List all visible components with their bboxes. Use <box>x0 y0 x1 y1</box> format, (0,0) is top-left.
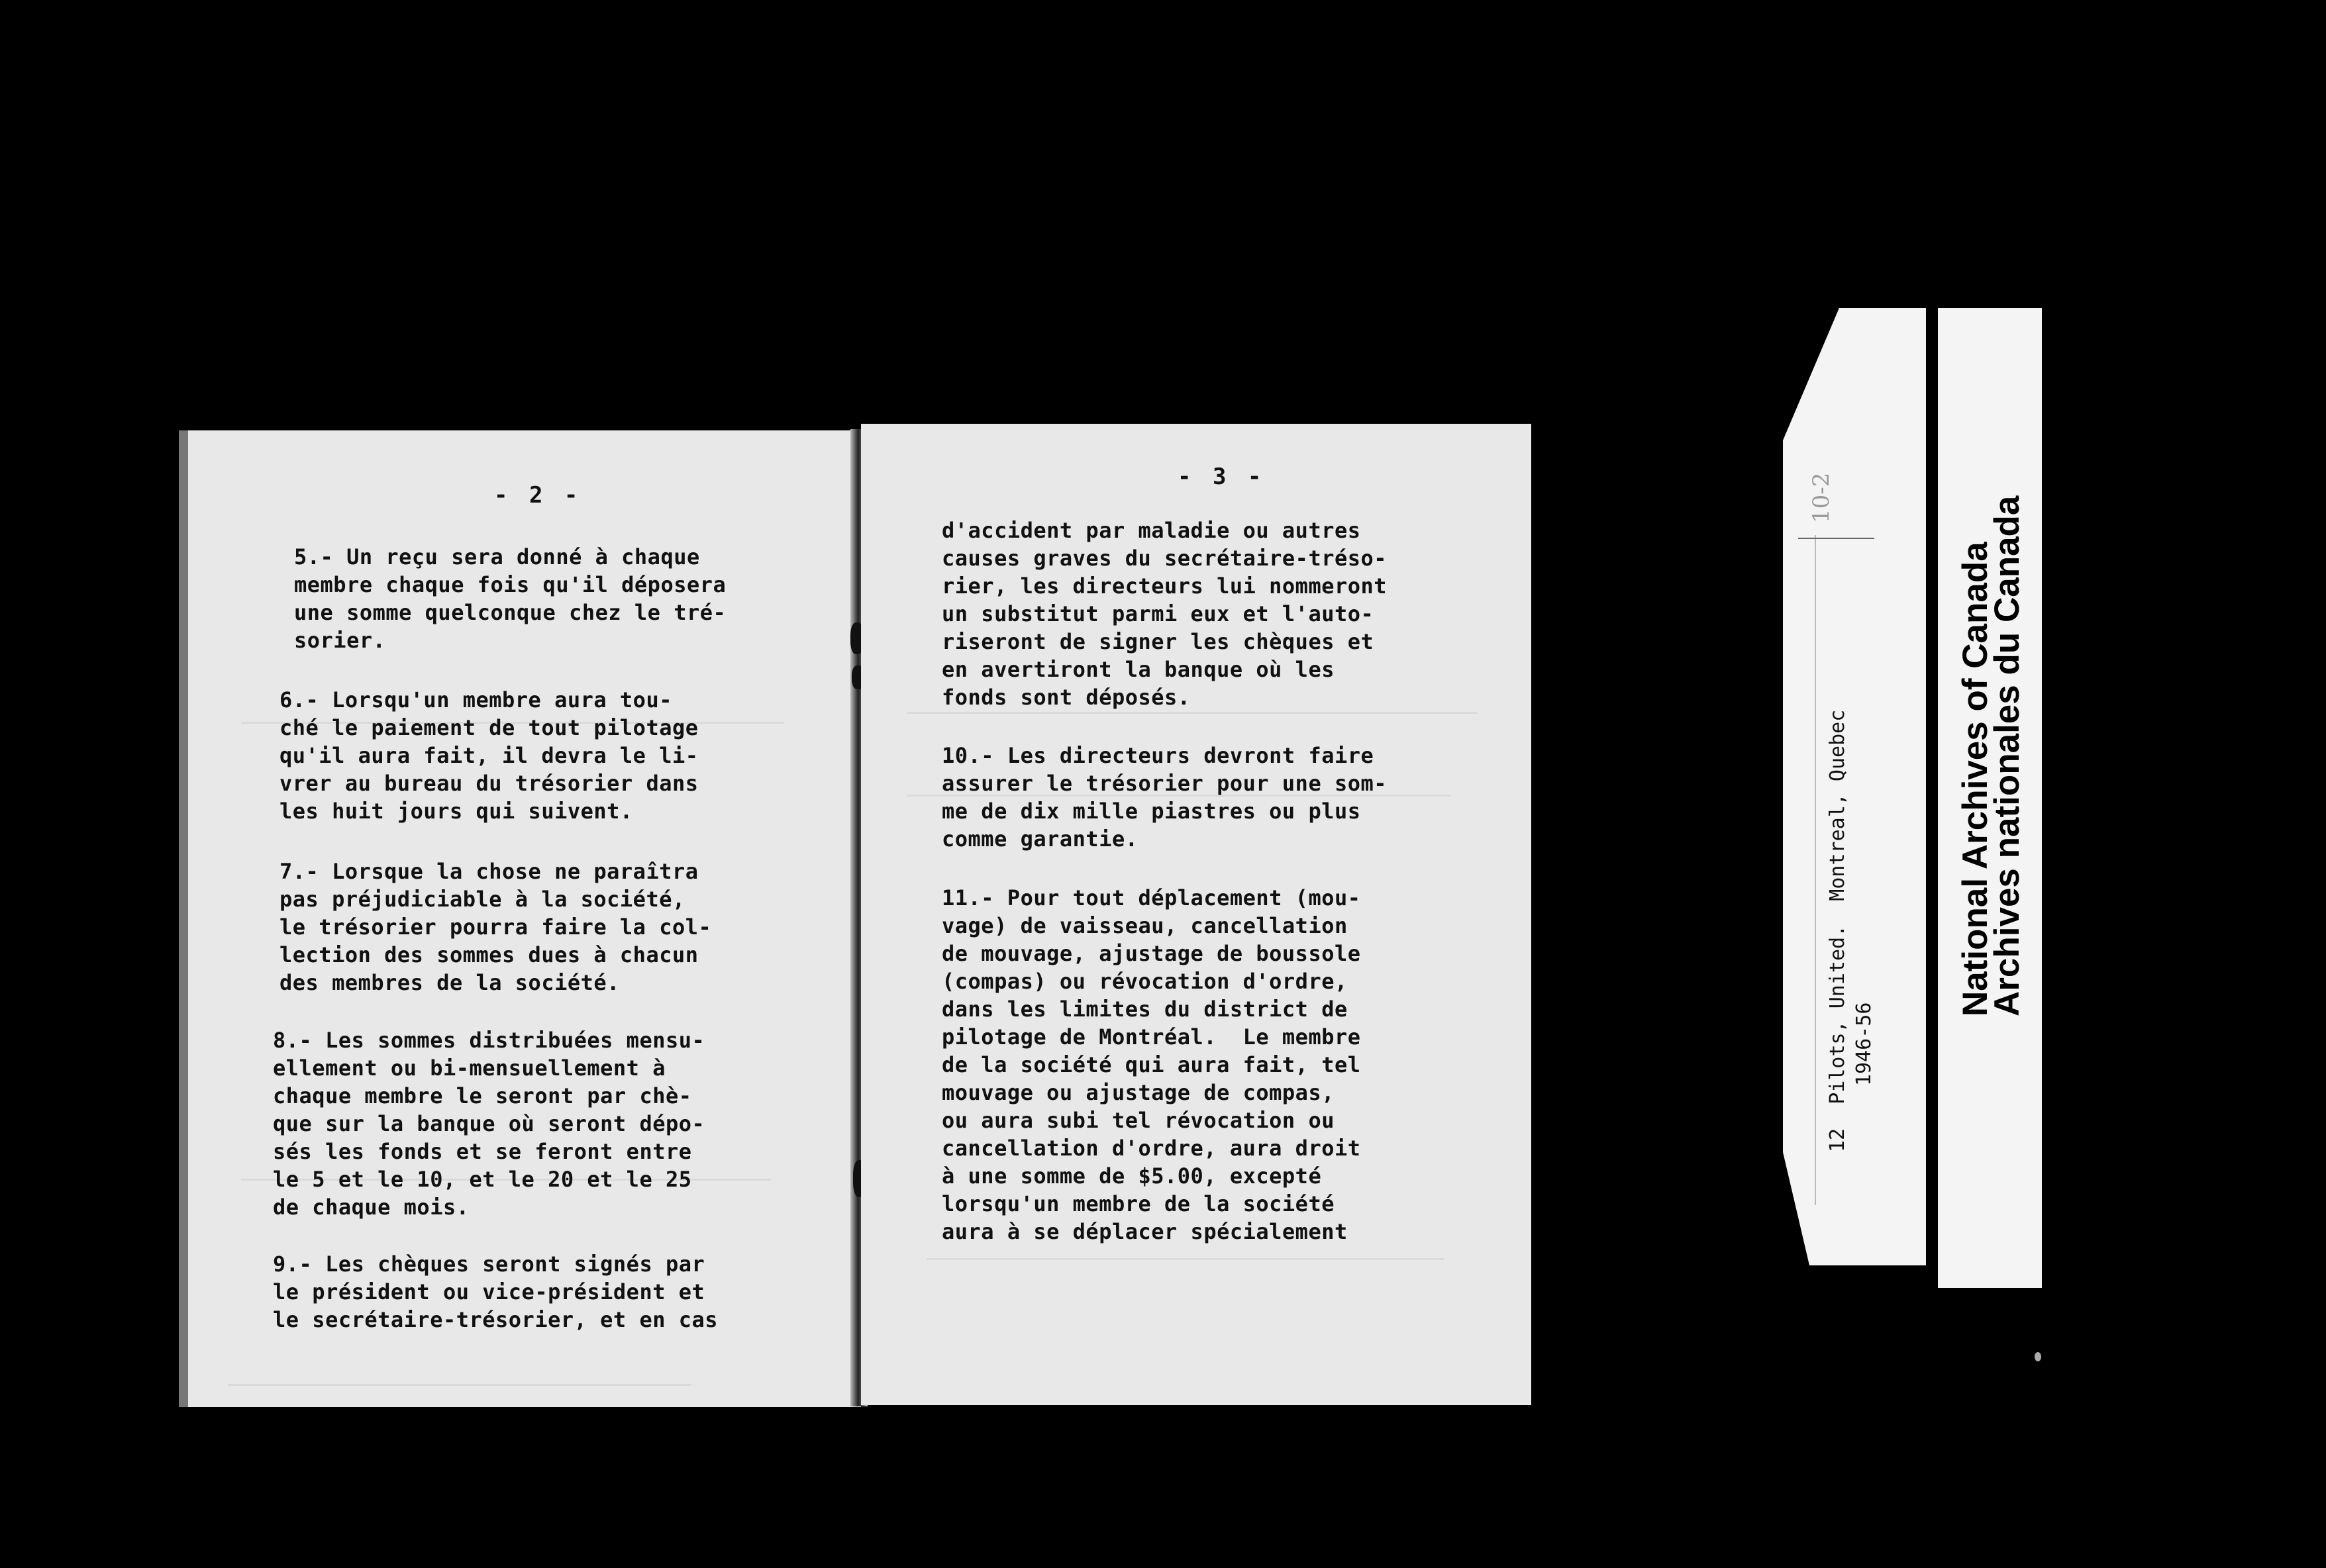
page-number: - 2 - <box>494 482 582 509</box>
paragraph-5: 5.- Un reçu sera donné à chaque membre chaque fois qu'il déposera une somme quelconque chez le tré- sorier. <box>294 544 727 653</box>
file-tab-years: 1946-56 <box>1852 1002 1876 1086</box>
paragraph-11: 11.- Pour tout déplacement (mou- vage) de vaisseau, cancellation de mouvage, ajustage de boussole (compas) ou révocation d'ordre, dans les limites du district de pilotage de Montréal. Le membre de la société qui aura fait, tel mouvage ou ajustage de compas, ou aura subi tel révocation ou cancellation d'ordre, aura droit à une somme de $5.00, excepté lorsqu'un membre de la société aura à se déplacer spécialement <box>942 885 1361 1244</box>
handwritten-note: 10-2 <box>1808 472 1835 523</box>
paragraph-7: 7.- Lorsque la chose ne paraîtra pas préjudiciable à la société, le trésorier pourra faire la col- lection des sommes dues à chacun des membres de la société. <box>279 859 712 995</box>
archive-name-en: National Archives of Canada <box>1956 542 1995 1016</box>
paragraph-9: 9.- Les chèques seront signés par le président ou vice-président et le secrétaire-trésorier, et en cas <box>273 1251 719 1332</box>
paragraph-8: 8.- Les sommes distribuées mensu- ellement ou bi-mensuellement à chaque membre le seront par chè- que sur la banque où seront dépo- sés les fonds et se feront entre le 5 et le 10, et le 20 et le 25 de chaque mois. <box>273 1028 705 1220</box>
tab-rule <box>1815 535 1823 1205</box>
right-page <box>861 424 1531 1405</box>
paragraph-6: 6.- Lorsqu'un membre aura tou- ché le paiement de tout pilotage qu'il aura fait, il devra le li- vrer au bureau du trésorier dans les huit jours qui suivent. <box>279 687 699 824</box>
tab-rule <box>1798 538 1874 539</box>
file-tab-title: 12 Pilots, United. Montreal, Quebec <box>1826 709 1849 1152</box>
archive-name-fr: Archives nationales du Canada <box>1988 495 2027 1016</box>
paragraph-10: 10.- Les directeurs devront faire assurer le trésorier pour une som- me de dix mille piastres ou plus comme garantie. <box>942 743 1388 852</box>
paragraph-9-continued: d'accident par maladie ou autres causes graves du secrétaire-tréso- rier, les directeurs lui nommeront un substitut parmi eux et l'auto- riseront de signer les chèques et en avertiront la banque où les fonds sont déposés. <box>942 518 1388 710</box>
file-tab <box>1783 308 1926 1265</box>
left-page <box>179 430 861 1407</box>
tab-notch <box>1783 1152 1809 1265</box>
page-number: - 3 - <box>1178 464 1266 490</box>
tab-notch <box>1783 308 1839 440</box>
film-speck <box>2035 1352 2041 1361</box>
